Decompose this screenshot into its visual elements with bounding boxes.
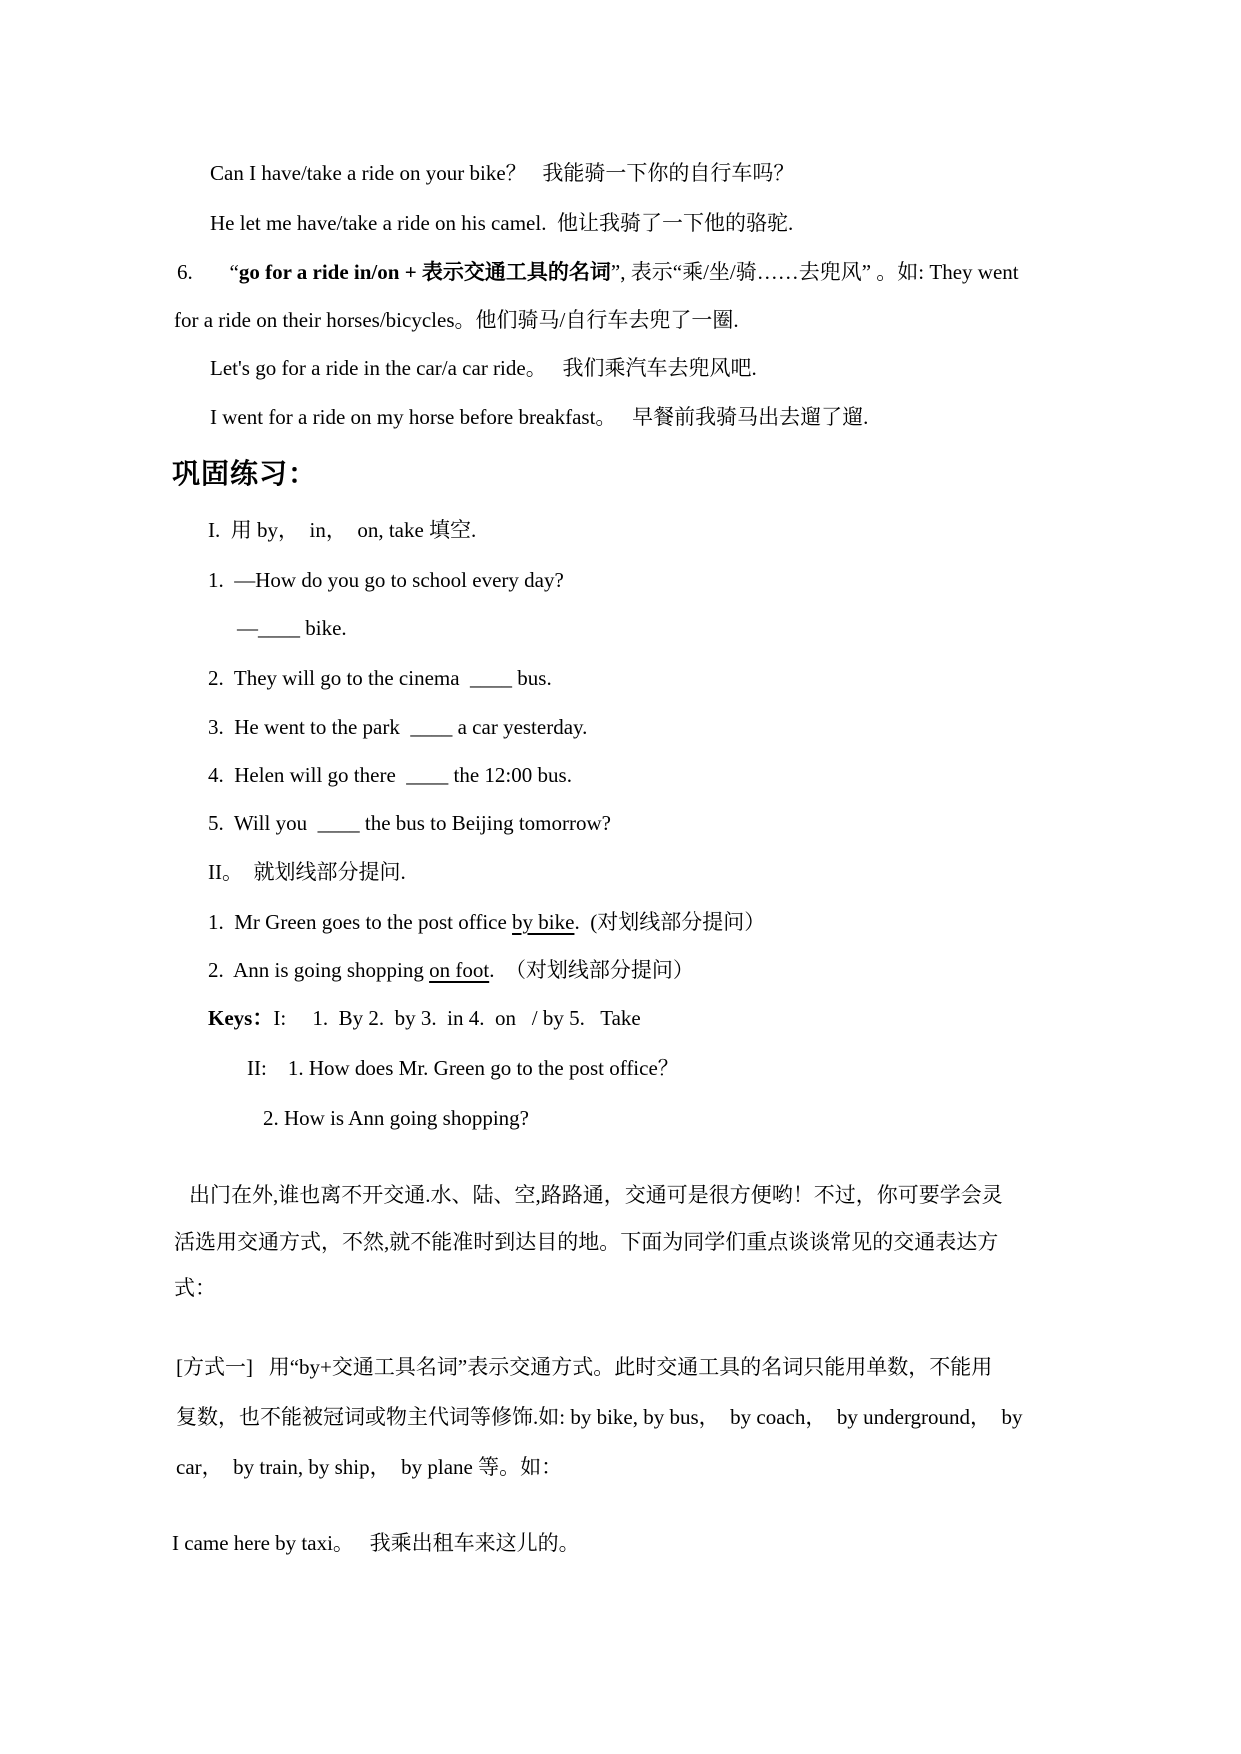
section-heading: 巩固练习：: [172, 459, 318, 490]
paragraph-line: [方式一] 用“by+交通工具名词”表示交通方式。此时交通工具的名词只能用单数，不能用: [176, 1355, 993, 1379]
exercise-item: [208, 907, 765, 937]
exercise-item: 3. He went to the park ____ a car yesterday.: [208, 715, 588, 739]
paragraph-line: 复数，也不能被冠词或物主代词等修饰.如: by bike, by bus， by coach， by underground， by: [176, 1405, 1023, 1429]
paragraph-line: 式：: [174, 1276, 216, 1300]
text-segment: . (对划线部分提问）: [574, 910, 766, 934]
text-segment: 2. Ann is going shopping: [208, 958, 430, 982]
exercise-item: 1. —How do you go to school every day?: [208, 568, 564, 592]
paragraph-line: 出门在外,谁也离不开交通.水、陆、空,路路通，交通可是很方便哟！不过，你可要学会灵: [189, 1183, 1003, 1207]
text-line: Let's go for a ride in the car/a car ride。 我们乘汽车去兜风吧.: [210, 356, 757, 380]
exercise-instruction: I. 用 by， in， on, take 填空.: [208, 518, 477, 542]
text-line: [177, 257, 1019, 287]
bold-phrase: go for a ride in/on + 表示交通工具的名词: [238, 260, 611, 284]
text-segment: . （对划线部分提问）: [489, 958, 694, 982]
list-number-text: 6. “: [177, 260, 239, 284]
answer-keys-line: II: 1. How does Mr. Green go to the post office？: [247, 1056, 679, 1080]
keys-label: Keys：: [208, 1006, 274, 1030]
answer-keys-line: [208, 1003, 641, 1033]
paragraph-line: car， by train, by ship， by plane 等。如：: [176, 1455, 563, 1479]
text-line: He let me have/take a ride on his camel. 他让我骑了一下他的骆驼.: [210, 211, 794, 235]
text-line: Can I have/take a ride on your bike？ 我能骑一下你的自行车吗？: [210, 161, 795, 185]
text-line: I went for a ride on my horse before breakfast。 早餐前我骑马出去遛了遛.: [210, 405, 869, 429]
exercise-item: 2. They will go to the cinema ____ bus.: [208, 666, 552, 690]
underlined-phrase: on foot: [429, 958, 490, 982]
exercise-item: —____ bike.: [237, 616, 347, 640]
text-line: for a ride on their horses/bicycles。他们骑马/自行车去兜了一圈.: [174, 308, 739, 332]
exercise-item: 4. Helen will go there ____ the 12:00 bus.: [208, 763, 572, 787]
exercise-item: [208, 955, 694, 985]
underlined-phrase: by bike: [512, 910, 575, 934]
exercise-instruction: II。 就划线部分提问.: [208, 860, 406, 884]
text-segment: ”, 表示“乘/坐/骑……去兜风” 。如: They went: [610, 260, 1019, 284]
paragraph-line: 活选用交通方式，不然,就不能准时到达目的地。下面为同学们重点谈谈常见的交通表达方: [174, 1230, 999, 1254]
text-segment: 1. Mr Green goes to the post office: [208, 910, 513, 934]
answer-keys-line: 2. How is Ann going shopping?: [263, 1106, 530, 1130]
example-sentence: I came here by taxi。 我乘出租车来这儿的。: [172, 1531, 580, 1555]
exercise-item: 5. Will you ____ the bus to Beijing tomorrow?: [208, 811, 611, 835]
text-segment: I: 1. By 2. by 3. in 4. on / by 5. Take: [273, 1006, 641, 1030]
